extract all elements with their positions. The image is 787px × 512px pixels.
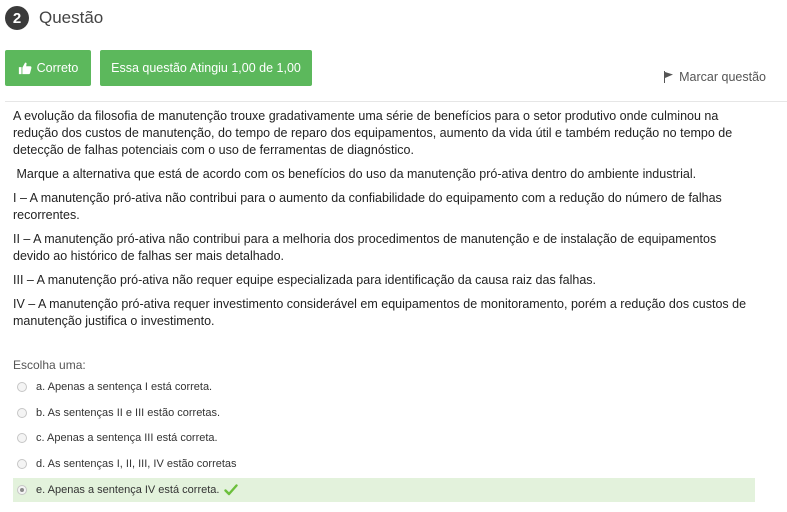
- radio-button[interactable]: [17, 408, 27, 418]
- answer-option-b[interactable]: [13, 401, 755, 425]
- answer-prompt: Escolha uma:: [13, 358, 86, 372]
- radio-button[interactable]: [17, 459, 27, 469]
- score-badge: Essa questão Atingiu 1,00 de 1,00: [100, 50, 312, 86]
- correct-label: Correto: [36, 61, 79, 75]
- answer-option-a[interactable]: [13, 375, 755, 399]
- answer-option-c[interactable]: [13, 426, 755, 450]
- answer-option-label: a. Apenas a sentença I está correta.: [36, 381, 213, 393]
- answer-option-label: b. As sentenças II e III estão corretas.: [36, 407, 221, 419]
- question-header: [5, 5, 103, 31]
- question-paragraph: I – A manutenção pró-ativa não contribui para o aumento da confiabilidade do equipamento com a redução do número de falhas recorrentes.: [13, 191, 722, 222]
- question-paragraph: Marque a alternativa que está de acordo com os benefícios do uso da manutenção pró-ativa dentro do ambiente industrial.: [13, 167, 697, 181]
- question-number-badge: 2: [5, 6, 29, 30]
- flag-question-link[interactable]: [663, 70, 766, 84]
- answer-option-label: d. As sentenças I, II, III, IV estão corretas: [36, 458, 237, 470]
- radio-button-selected[interactable]: [17, 485, 27, 495]
- question-text: [13, 108, 747, 337]
- answer-option-label: c. Apenas a sentença III está correta.: [36, 432, 218, 444]
- question-paragraph: III – A manutenção pró-ativa não requer equipe especializada para identificação da causa raiz das falhas.: [13, 273, 597, 287]
- question-paragraph: IV – A manutenção pró-ativa requer investimento considerável em equipamentos de monitoramento, porém a redução dos custos de manutenção justifica o investimento.: [13, 297, 747, 328]
- flag-question-label: Marcar questão: [679, 70, 766, 84]
- answer-option-label: e. Apenas a sentença IV está correta.: [36, 484, 220, 496]
- flag-icon: [663, 71, 674, 83]
- question-paragraph: II – A manutenção pró-ativa não contribui para a melhoria dos procedimentos de manutenção e de instalação de equipamentos devido ao histórico de falhas ser mais detalhado.: [13, 232, 717, 263]
- divider: [5, 101, 787, 102]
- question-paragraph: A evolução da filosofia de manutenção trouxe gradativamente uma série de benefícios para o setor produtivo onde culminou na redução dos custos de manutenção, do tempo de reparo dos equipamentos, aumento da vida útil e também redução no tempo de detecção de falhas potenciais com o uso de ferramentas de diagnóstico.: [13, 109, 733, 157]
- question-title: Questão: [39, 8, 104, 27]
- correct-status-badge: [5, 50, 91, 86]
- radio-button[interactable]: [17, 433, 27, 443]
- answer-option-d[interactable]: [13, 452, 755, 476]
- radio-button[interactable]: [17, 382, 27, 392]
- answer-option-e[interactable]: [13, 478, 755, 502]
- checkmark-icon: [224, 484, 238, 496]
- thumbs-up-icon: [18, 61, 32, 75]
